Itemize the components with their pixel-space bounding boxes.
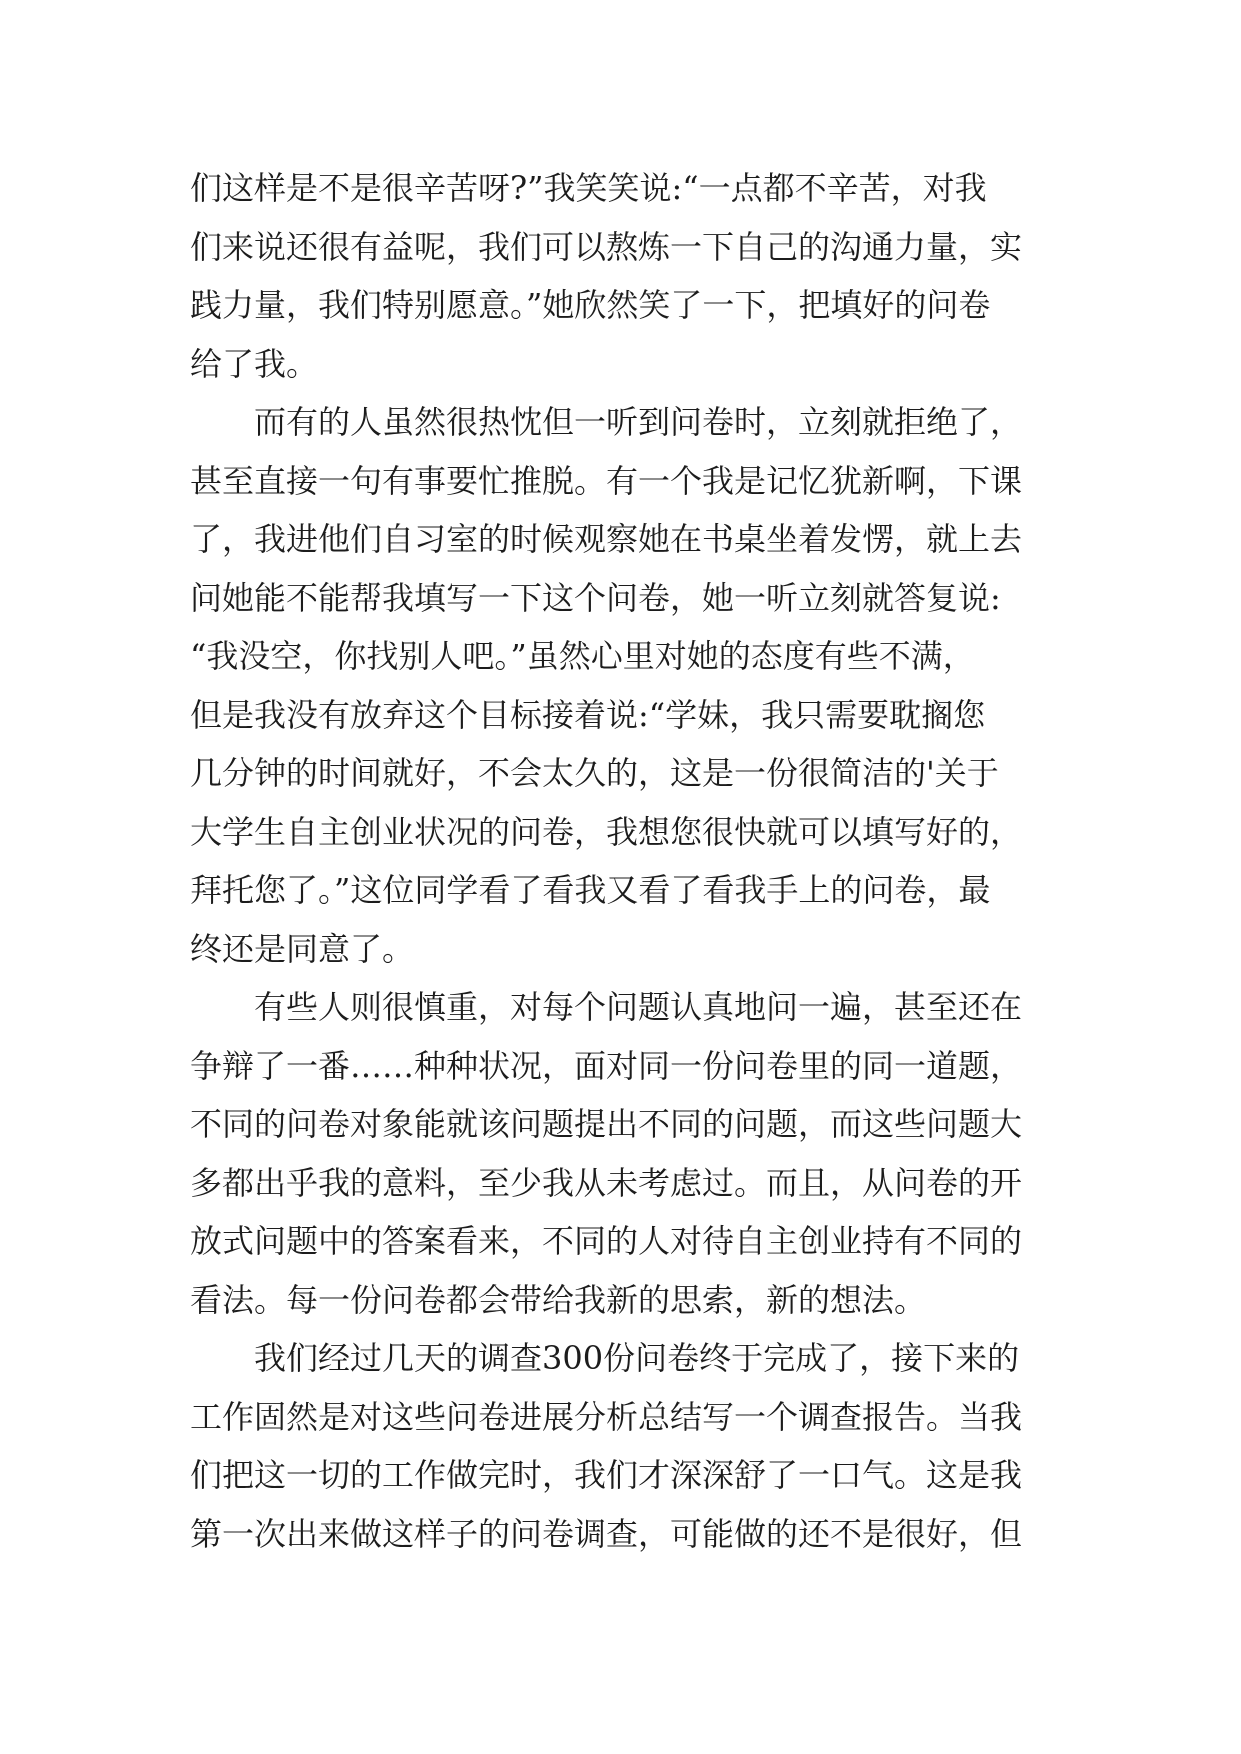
- text-line: 问她能不能帮我填写一下这个问卷，她一听立刻就答复说:: [190, 578, 1001, 617]
- text-line: “我没空，你找别人吧。”虽然心里对她的态度有些不满，: [190, 637, 975, 675]
- text-line: 拜托您了。”这位同学看了看我又看了看我手上的问卷，最: [190, 871, 991, 909]
- text-line: 了，我进他们自习室的时候观察她在书桌坐着发愣，就上去: [190, 520, 1023, 558]
- text-line: 放式问题中的答案看来，不同的人对待自主创业持有不同的: [190, 1222, 1023, 1260]
- text-line: 但是我没有放弃这个目标接着说:“学妹，我只需要耽搁您: [190, 695, 986, 734]
- text-line: 我们经过几天的调查300份问卷终于完成了，接下来的: [190, 1339, 1020, 1377]
- text-line: 而有的人虽然很热忱但一听到问卷时，立刻就拒绝了，: [190, 403, 1023, 441]
- text-line: 们把这一切的工作做完时，我们才深深舒了一口气。这是我: [190, 1456, 1023, 1494]
- text-line: 有些人则很慎重，对每个问题认真地问一遍，甚至还在: [190, 988, 1023, 1026]
- text-line: 践力量，我们特别愿意。”她欣然笑了一下，把填好的问卷: [190, 286, 991, 324]
- text-line: 给了我。: [190, 344, 319, 383]
- text-line: 大学生自主创业状况的问卷，我想您很快就可以填写好的，: [190, 812, 1023, 851]
- text-line: 们来说还很有益呢，我们可以熬炼一下自己的沟通力量，实: [190, 227, 1023, 266]
- text-line: 多都出乎我的意料，至少我从未考虑过。而且，从问卷的开: [190, 1163, 1023, 1202]
- text-line: 不同的问卷对象能就该问题提出不同的问题，而这些问题大: [190, 1105, 1023, 1143]
- text-line: 看法。每一份问卷都会带给我新的思索，新的想法。: [190, 1280, 927, 1319]
- text-line: 争辩了一番……种种状况，面对同一份问卷里的同一道题，: [190, 1046, 1023, 1085]
- body-text: [190, 159, 1070, 1563]
- text-line: 第一次出来做这样子的问卷调查，可能做的还不是很好，但: [190, 1514, 1023, 1553]
- text-line: 甚至直接一句有事要忙推脱。有一个我是记忆犹新啊，下课: [190, 461, 1023, 500]
- text-line: 们这样是不是很辛苦呀?”我笑笑说:“一点都不辛苦，对我: [190, 169, 987, 207]
- text-line: 几分钟的时间就好，不会太久的，这是一份很简洁的'关于: [190, 754, 999, 792]
- text-line: 工作固然是对这些问卷进展分析总结写一个调查报告。当我: [190, 1397, 1023, 1436]
- text-line: 终还是同意了。: [190, 929, 415, 968]
